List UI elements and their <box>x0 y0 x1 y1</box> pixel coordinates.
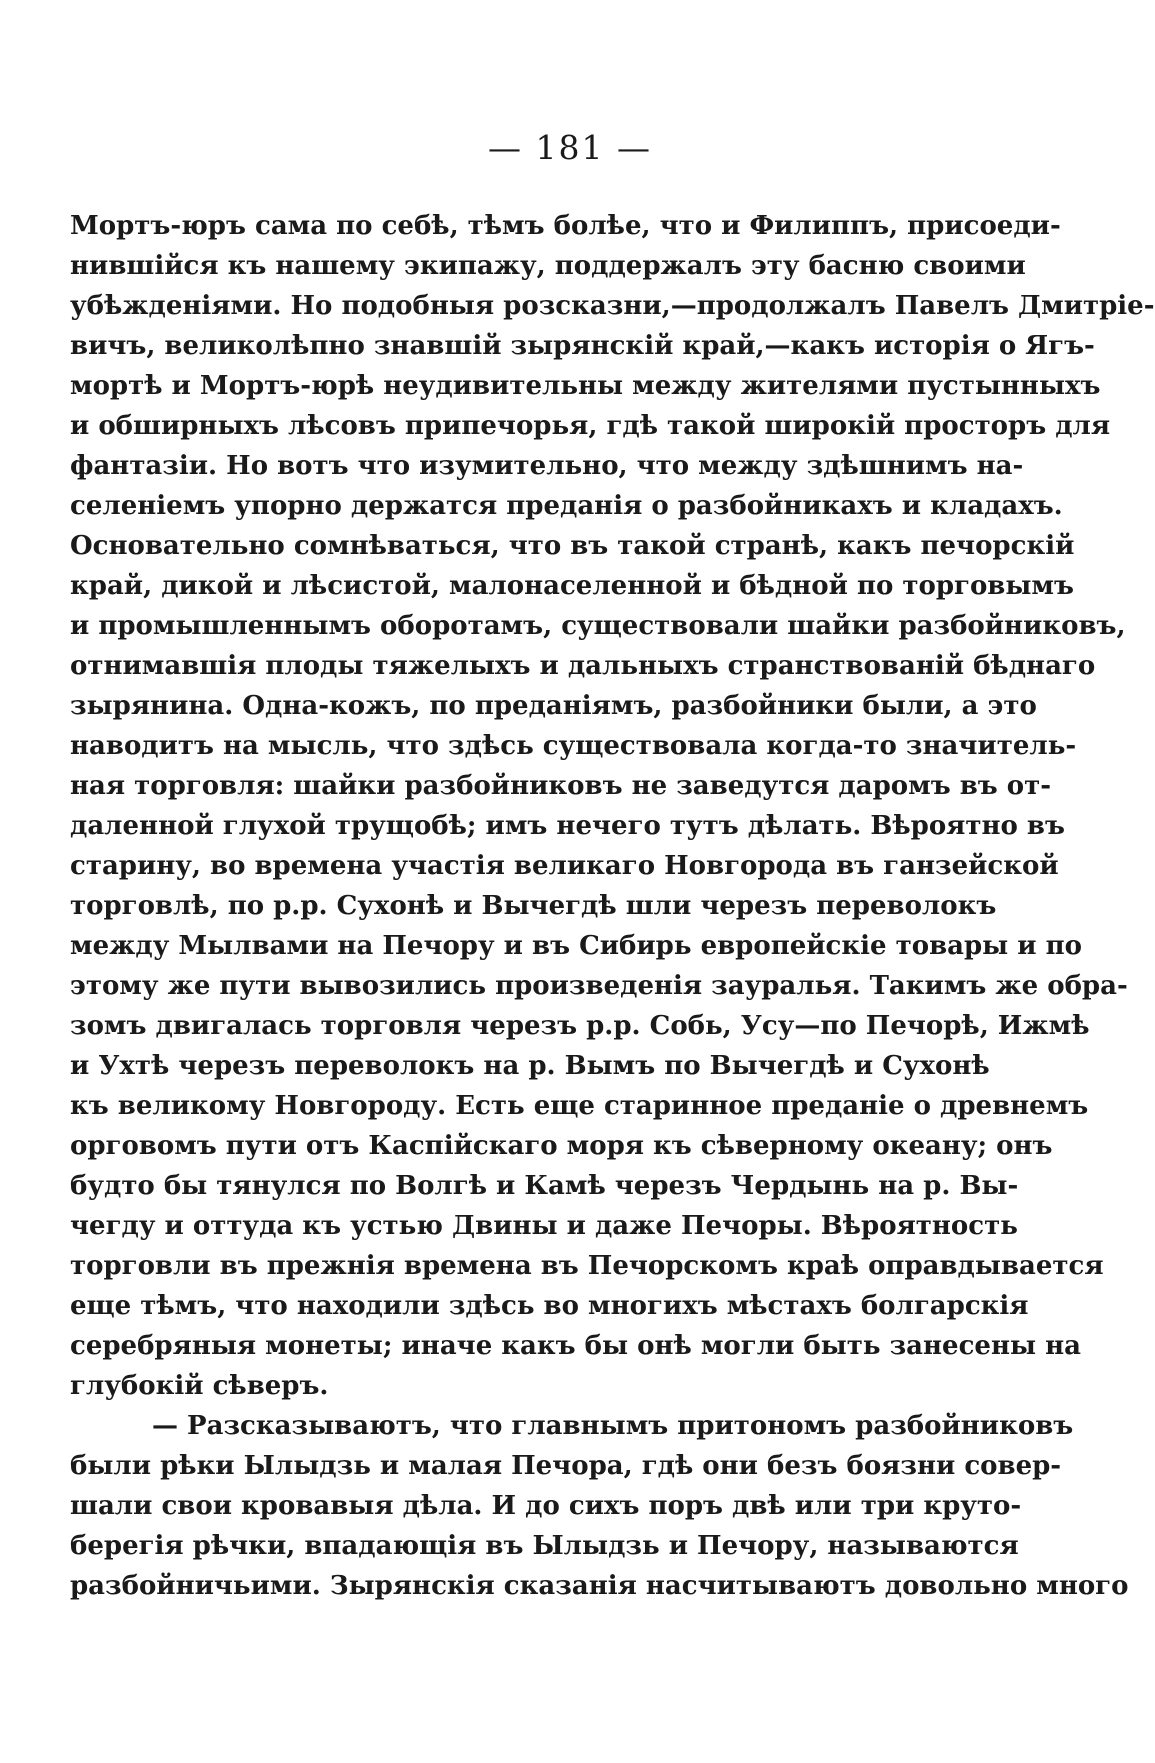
text-line: зырянина. Одна-кожъ, по преданіямъ, разбойники были, а это <box>70 691 1037 721</box>
text-line: отнимавшія плоды тяжелыхъ и дальныхъ странствованій бѣднаго <box>70 651 1096 681</box>
text-line: торговлѣ, по р.р. Сухонѣ и Вычегдѣ шли черезъ переволокъ <box>70 891 997 921</box>
text-line: фантазіи. Но вотъ что изумительно, что между здѣшнимъ на- <box>70 451 1024 481</box>
text-line: ная торговля: шайки разбойниковъ не заведутся даромъ въ от- <box>70 771 1051 801</box>
text-line: нившійся къ нашему экипажу, поддержалъ эту басню своими <box>70 251 1026 281</box>
text-line: чегду и оттуда къ устью Двины и даже Печоры. Вѣроятность <box>70 1211 1018 1241</box>
text-line: край, дикой и лѣсистой, малонаселенной и бѣдной по торговымъ <box>70 571 1074 601</box>
text-line: берегія рѣчки, впадающія въ Ылыдзь и Печору, называются <box>70 1531 1019 1561</box>
text-line: мортѣ и Мортъ-юрѣ неудивительны между жителями пустынныхъ <box>70 371 1101 401</box>
text-line: къ великому Новгороду. Есть еще старинное преданіе о древнемъ <box>70 1091 1089 1121</box>
text-line: убѣжденіями. Но подобныя розсказни,—продолжалъ Павелъ Дмитріе- <box>70 291 1155 321</box>
text-line: Мортъ-юръ сама по себѣ, тѣмъ болѣе, что и Филиппъ, присоеди- <box>70 211 1061 241</box>
text-line: и обширныхъ лѣсовъ припечорья, гдѣ такой широкій просторъ для <box>70 411 1111 441</box>
paragraph-2 <box>70 1406 1129 1606</box>
text-line: орговомъ пути отъ Каспійскаго моря къ сѣверному океану; онъ <box>70 1131 1053 1161</box>
text-line: глубокій сѣверъ. <box>70 1371 329 1401</box>
text-line: были рѣки Ылыдзь и малая Печора, гдѣ они безъ боязни совер- <box>70 1451 1062 1481</box>
text-line: будто бы тянулся по Волгѣ и Камѣ черезъ Чердынь на р. Вы- <box>70 1171 1019 1201</box>
text-line: селеніемъ упорно держатся преданія о разбойникахъ и кладахъ. <box>70 491 1063 521</box>
text-line: — Разсказываютъ, что главнымъ притономъ разбойниковъ <box>152 1411 1074 1441</box>
page-number: — 181 — <box>488 128 652 167</box>
text-line: торговли въ прежнія времена въ Печорскомъ краѣ оправдывается <box>70 1251 1104 1281</box>
text-line: между Мылвами на Печору и въ Сибирь европейскіе товары и по <box>70 931 1082 961</box>
body-text <box>70 206 1155 1606</box>
text-line: зомъ двигалась торговля черезъ р.р. Собь, Усу—по Печорѣ, Ижмѣ <box>70 1011 1090 1041</box>
text-line: наводитъ на мысль, что здѣсь существовала когда-то значитель- <box>70 731 1077 761</box>
text-line: Основательно сомнѣваться, что въ такой странѣ, какъ печорскій <box>70 531 1075 561</box>
text-line: серебряныя монеты; иначе какъ бы онѣ могли быть занесены на <box>70 1331 1081 1361</box>
text-line: вичъ, великолѣпно знавшій зырянскій край,—какъ исторія о Ягъ- <box>70 331 1095 361</box>
paragraph-1 <box>70 206 1155 1406</box>
text-line: шали свои кровавыя дѣла. И до сихъ поръ двѣ или три круто- <box>70 1491 1022 1521</box>
text-line: еще тѣмъ, что находили здѣсь во многихъ мѣстахъ болгарскія <box>70 1291 1029 1321</box>
text-line: и промышленнымъ оборотамъ, существовали шайки разбойниковъ, <box>70 611 1126 641</box>
text-line: и Ухтѣ черезъ переволокъ на р. Вымъ по Вычегдѣ и Сухонѣ <box>70 1051 990 1081</box>
text-line: разбойничьими. Зырянскія сказанія насчитываютъ довольно много <box>70 1571 1129 1601</box>
text-line: старину, во времена участія великаго Новгорода въ ганзейской <box>70 851 1059 881</box>
text-line: даленной глухой трущобѣ; имъ нечего тутъ дѣлать. Вѣроятно въ <box>70 811 1065 841</box>
text-line: этому же пути вывозились произведенія зауралья. Такимъ же обра- <box>70 971 1128 1001</box>
